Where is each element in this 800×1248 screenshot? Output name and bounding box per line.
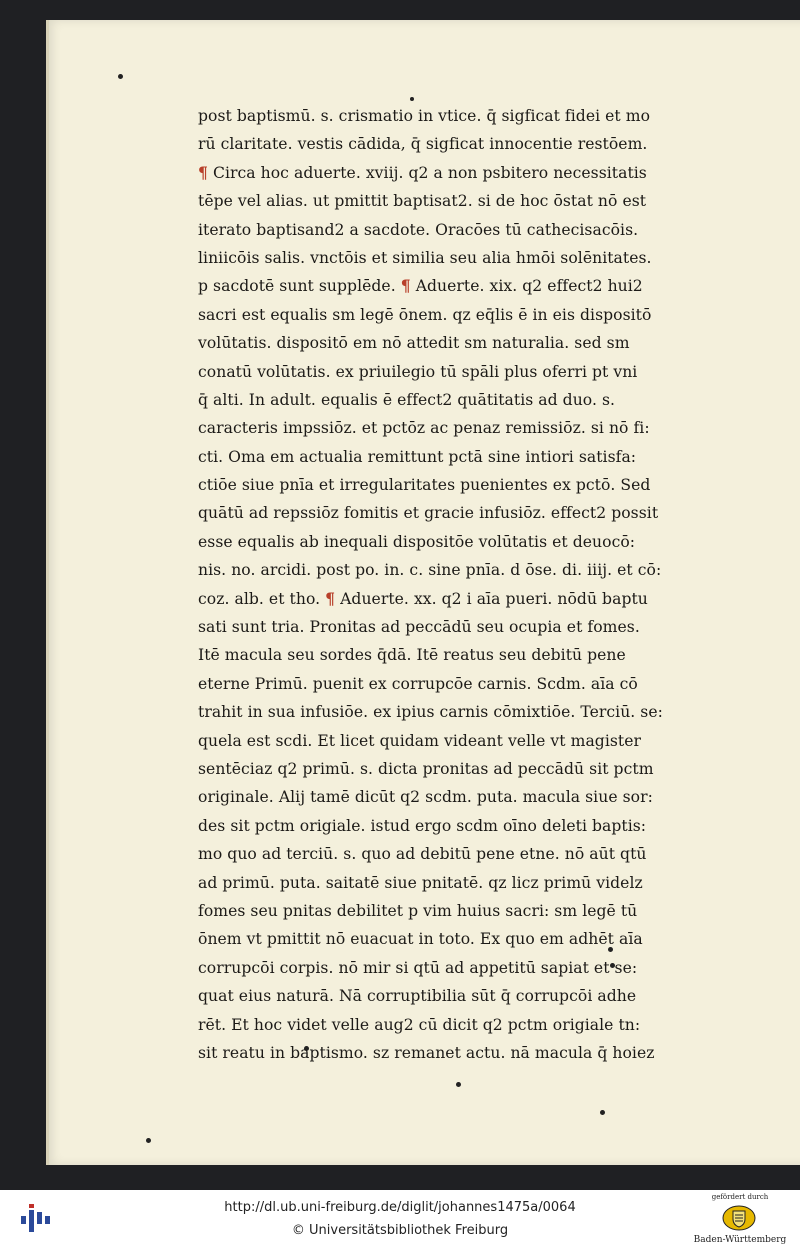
sponsor-name: Baden-Württemberg bbox=[693, 1235, 787, 1245]
text-line bbox=[198, 641, 718, 669]
text-run: Circa hoc aduerte. xviij. q2 a non psbitero necessitatis bbox=[207, 163, 647, 182]
text-line bbox=[198, 869, 718, 897]
ink-speck bbox=[146, 1138, 151, 1143]
text-line bbox=[198, 1011, 718, 1039]
body-text bbox=[198, 102, 718, 1067]
text-run: conatū volūtatis. ex priuilegio tū spāli plus oferri pt vni bbox=[198, 362, 638, 381]
ink-speck bbox=[410, 97, 414, 101]
text-line bbox=[198, 301, 718, 329]
text-line bbox=[198, 216, 718, 244]
text-line bbox=[198, 159, 718, 187]
text-line bbox=[198, 244, 718, 272]
text-run: sati sunt tria. Pronitas ad peccādū seu ocupia et fomes. bbox=[198, 618, 640, 637]
text-run: eterne Primū. puenit ex corrupcōe carnis. Scdm. aīa cō bbox=[198, 674, 638, 693]
text-run: p sacdotē sunt supplēde. bbox=[198, 277, 401, 296]
ink-speck bbox=[456, 1082, 461, 1087]
baden-wuerttemberg-seal-icon bbox=[722, 1205, 756, 1231]
text-run: quat eius naturā. Nā corruptibilia sūt q̄ corrupcōi adhe bbox=[198, 987, 637, 1006]
text-line bbox=[198, 954, 718, 982]
text-run: q̄ alti. In adult. equalis ē effect2 quātitatis ad duo. s. bbox=[198, 390, 616, 409]
text-run: volūtatis. dispositō em nō attedit sm naturalia. sed sm bbox=[198, 334, 630, 353]
text-run: Aduerte. xix. q2 effect2 hui2 bbox=[410, 277, 643, 296]
text-line bbox=[198, 698, 718, 726]
text-run: esse equalis ab inequali dispositōe volūtatis et deuocō: bbox=[198, 532, 636, 551]
text-run: Aduerte. xx. q2 i aīa pueri. nōdū baptu bbox=[335, 589, 648, 608]
text-run: ad primū. puta. saitatē siue pnitatē. qz licz primū videlz bbox=[198, 873, 643, 892]
text-run: post baptismū. s. crismatio in vtice. q̄ sigficat fidei et mo bbox=[198, 107, 651, 125]
paragraph-mark: ¶ bbox=[325, 588, 336, 608]
text-run: nis. no. arcidi. post po. in. c. sine pnīa. d ōse. di. iiij. et cō: bbox=[198, 561, 662, 580]
text-run: mo quo ad terciū. s. quo ad debitū pene etne. nō aūt qtū bbox=[198, 845, 647, 864]
text-run: tēpe vel alias. ut pmittit baptisat2. si de hoc ōstat nō est bbox=[198, 192, 647, 211]
text-line bbox=[198, 499, 718, 527]
text-run: iterato baptisand2 a sacdote. Oracōes tū cathecisacōis. bbox=[198, 220, 639, 239]
copyright-notice: © Universitätsbibliothek Freiburg bbox=[291, 1223, 509, 1238]
text-line bbox=[198, 386, 718, 414]
page-left-edge bbox=[46, 20, 49, 1165]
text-run: sacri est equalis sm legē ōnem. qz eq̄lis ē in eis dispositō bbox=[198, 305, 652, 324]
text-run: liniicōis salis. vnctōis et similia seu alia hmōi solēnitates. bbox=[198, 248, 652, 267]
text-run: des sit pctm origiale. istud ergo scdm oīno deleti baptis: bbox=[198, 816, 647, 835]
footer-bar bbox=[0, 1190, 800, 1248]
text-line bbox=[198, 755, 718, 783]
ink-speck bbox=[118, 74, 123, 79]
ink-speck bbox=[600, 1110, 605, 1115]
text-line bbox=[198, 358, 718, 386]
text-line bbox=[198, 414, 718, 442]
text-run: coz. alb. et tho. bbox=[198, 589, 326, 608]
text-line bbox=[198, 102, 718, 130]
text-line bbox=[198, 670, 718, 698]
text-line bbox=[198, 727, 718, 755]
paragraph-mark: ¶ bbox=[400, 276, 411, 296]
text-run: caracteris impssiōz. et pctōz ac penaz remissiōz. si nō fi: bbox=[198, 419, 650, 438]
text-line bbox=[198, 613, 718, 641]
sponsor-block bbox=[690, 1193, 790, 1247]
text-run: fomes seu pnitas debilitet p vim huius sacri: sm legē tū bbox=[198, 901, 638, 920]
text-run: ctiōe siue pnīa et irregularitates puenientes ex pctō. Sed bbox=[198, 476, 651, 495]
text-line bbox=[198, 272, 718, 300]
paragraph-mark: ¶ bbox=[198, 162, 208, 182]
text-line bbox=[198, 982, 718, 1010]
text-run: quātū ad repssiōz fomitis et gracie infusiōz. effect2 possit bbox=[198, 504, 659, 523]
text-run: originale. Alij tamē dicūt q2 scdm. puta. macula siue sor: bbox=[198, 788, 653, 807]
text-run: Itē macula seu sordes q̄dā. Itē reatus seu debitū pene bbox=[198, 646, 626, 665]
text-run: corrupcōi corpis. nō mir si qtū ad appetitū sapiat et se: bbox=[198, 958, 638, 977]
text-run: rū claritate. vestis cādida, q̄ sigficat innocentie restōem. bbox=[198, 135, 648, 154]
text-line bbox=[198, 840, 718, 868]
text-run: sit reatu in baptismo. sz remanet actu. nā macula q̄ hoiez bbox=[198, 1043, 655, 1062]
text-line bbox=[198, 443, 718, 471]
text-line bbox=[198, 528, 718, 556]
text-line bbox=[198, 1039, 718, 1067]
text-run: cti. Oma em actualia remittunt pctā sine intiori satisfa: bbox=[198, 447, 637, 466]
text-line bbox=[198, 585, 718, 613]
sponsor-label: gefördert durch bbox=[711, 1193, 769, 1201]
text-run: rēt. Et hoc videt velle aug2 cū dicit q2 pctm origiale tn: bbox=[198, 1015, 641, 1034]
text-line bbox=[198, 187, 718, 215]
text-line bbox=[198, 812, 718, 840]
text-line bbox=[198, 783, 718, 811]
text-line bbox=[198, 329, 718, 357]
text-line bbox=[198, 471, 718, 499]
text-run: trahit in sua infusiōe. ex ipius carnis cōmixtiōe. Terciū. se: bbox=[198, 703, 663, 722]
document-url[interactable]: http://dl.ub.uni-freiburg.de/diglit/johannes1475a/0064 bbox=[224, 1200, 576, 1215]
text-line bbox=[198, 556, 718, 584]
text-run: ōnem vt pmittit nō euacuat in toto. Ex quo em adhēt aīa bbox=[198, 930, 643, 949]
text-line bbox=[198, 925, 718, 953]
text-line bbox=[198, 130, 718, 158]
text-run: quela est scdi. Et licet quidam videant velle vt magister bbox=[198, 731, 642, 750]
text-run: sentēciaz q2 primū. s. dicta pronitas ad peccādū sit pctm bbox=[198, 759, 654, 778]
text-line bbox=[198, 897, 718, 925]
